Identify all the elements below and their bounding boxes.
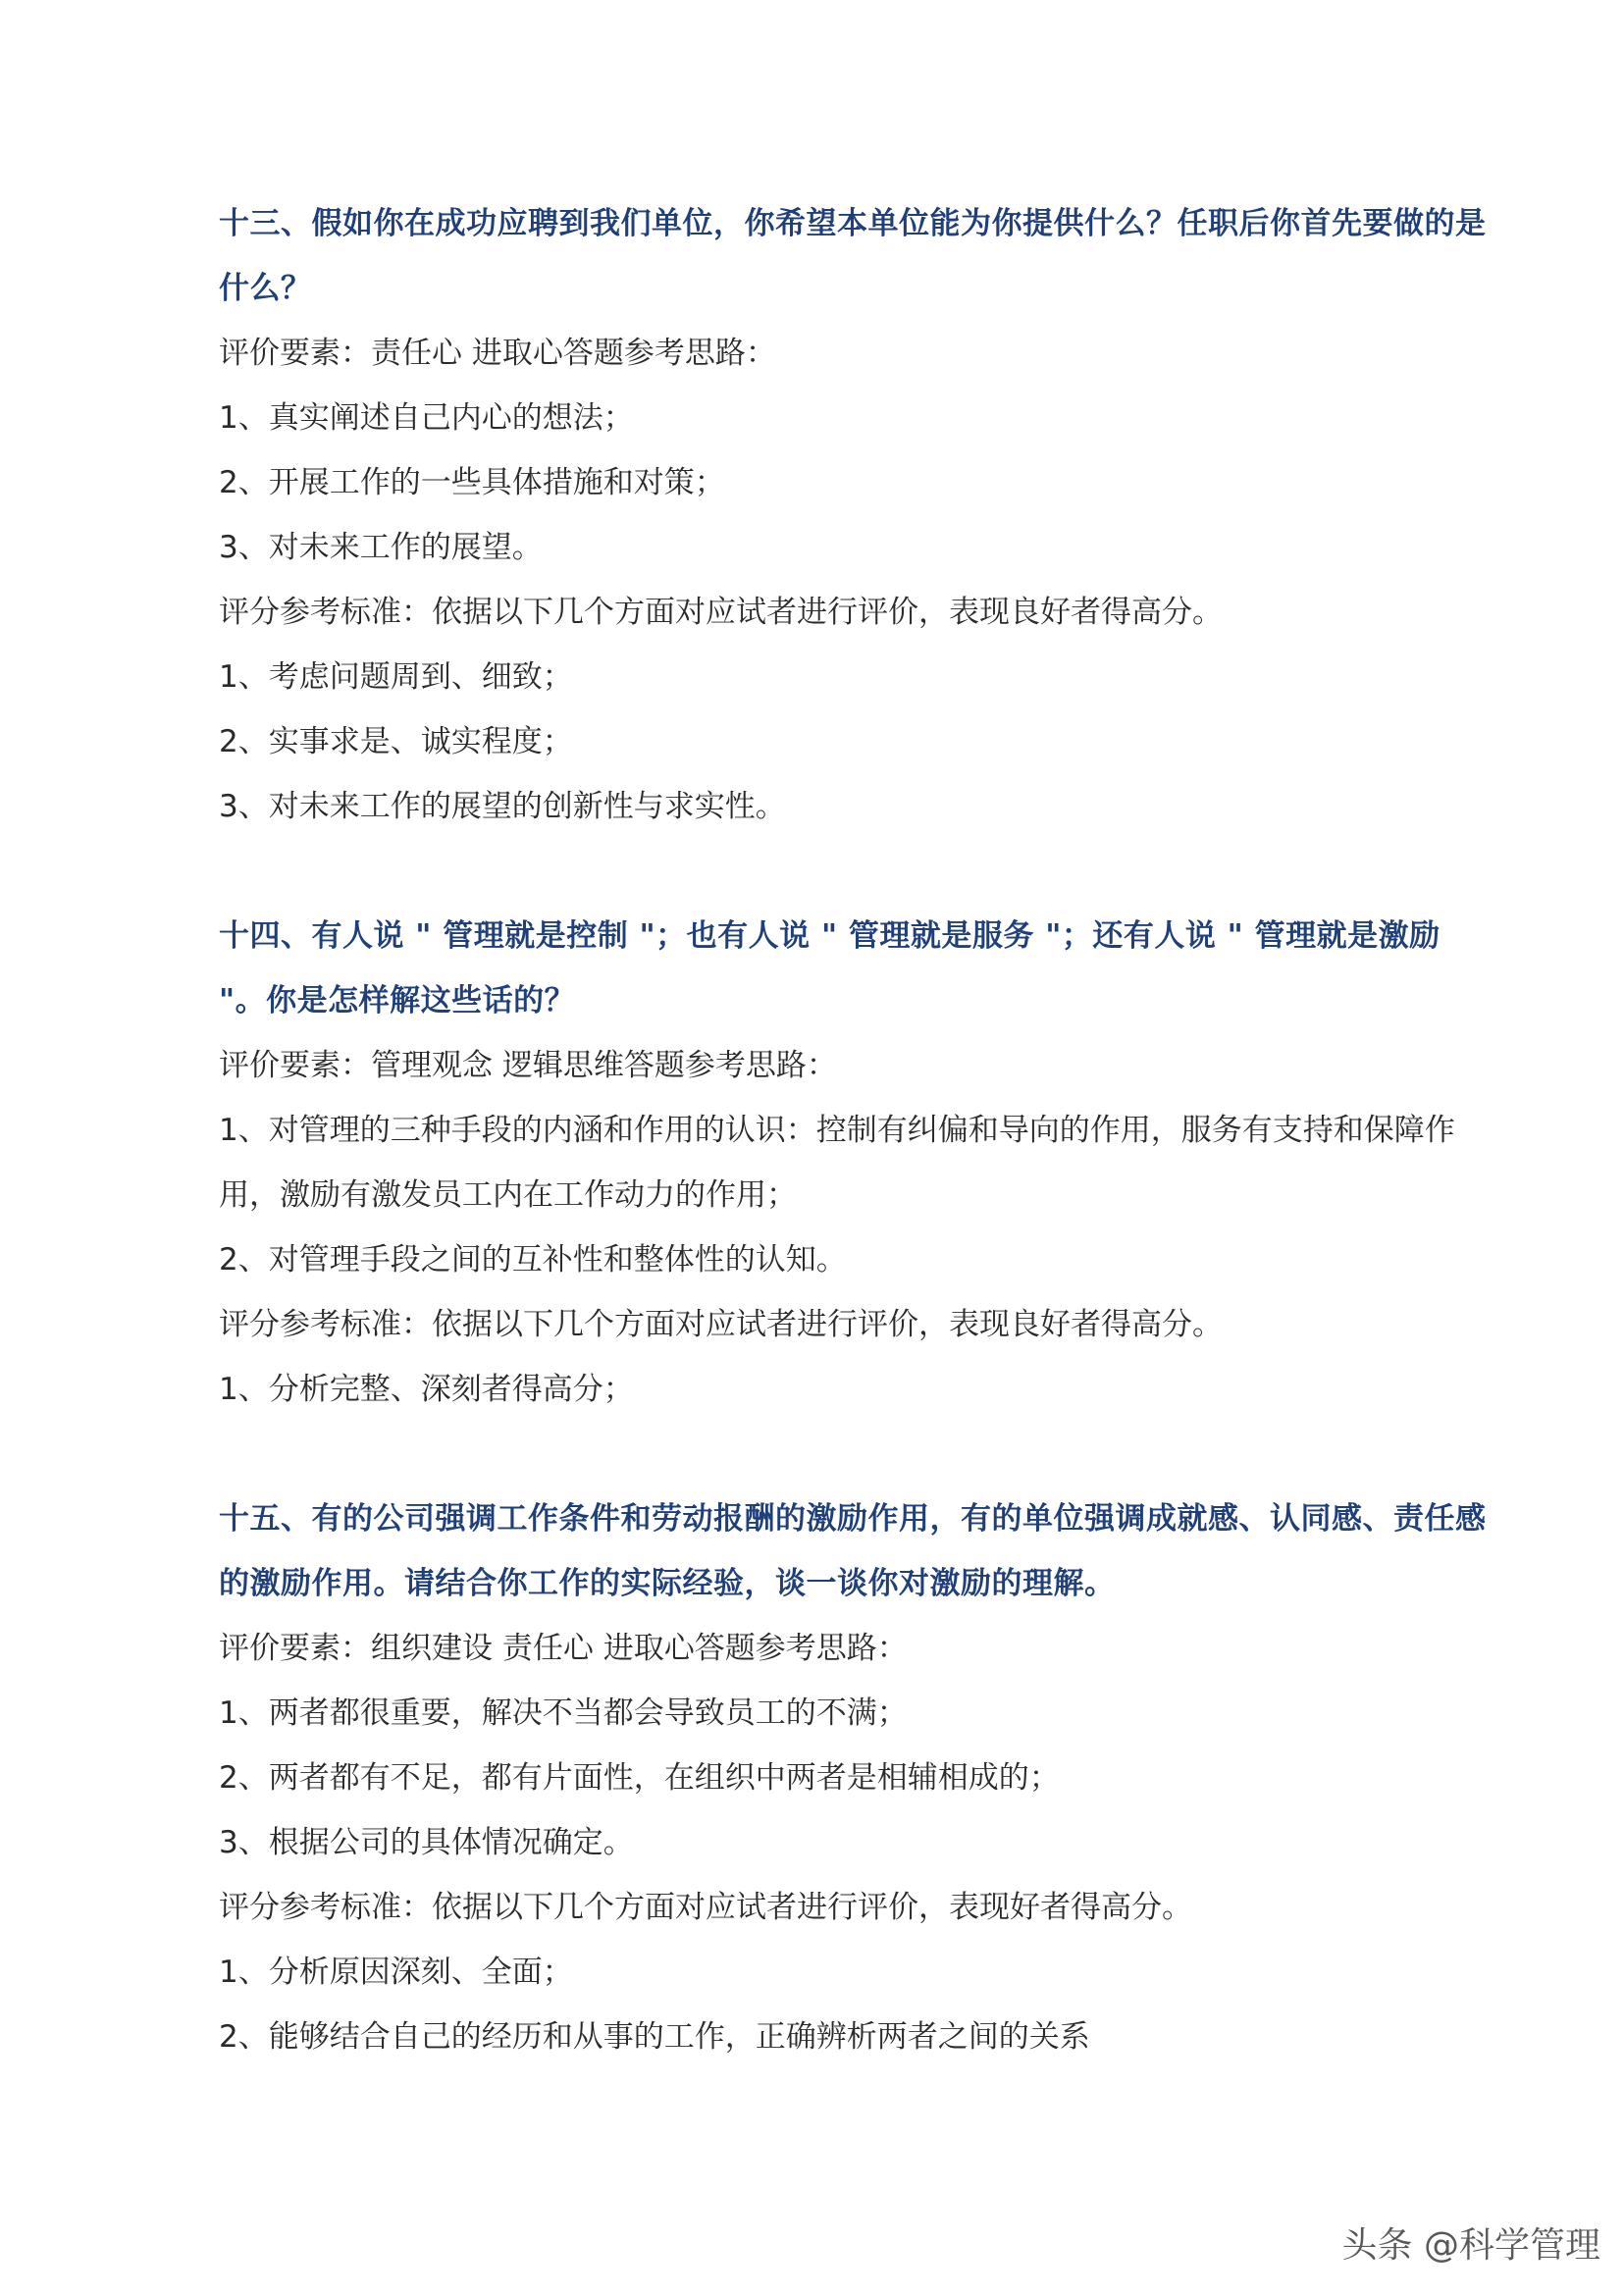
body-line: 评价要素：管理观念 逻辑思维答题参考思路：: [219, 1048, 837, 1083]
question-section-14: [219, 904, 1494, 1422]
body-line: 1、分析完整、深刻者得高分；: [219, 1372, 634, 1407]
body-line: 1、考虑问题周到、细致；: [219, 659, 573, 695]
question-section-13: [219, 191, 1494, 839]
body-line: 3、根据公司的具体情况确定。: [219, 1825, 634, 1860]
body-line: 3、对未来工作的展望。: [219, 530, 543, 565]
question-title: 十五、有的公司强调工作条件和劳动报酬的激励作用，有的单位强调成就感、认同感、责任感的激励作用。请结合你工作的实际经验，谈一谈你对激励的理解。: [219, 1501, 1487, 1601]
body-line: 1、两者都很重要，解决不当都会导致员工的不满；: [219, 1695, 908, 1731]
document-body: [219, 191, 1494, 2069]
body-line: 评分参考标准：依据以下几个方面对应试者进行评价，表现良好者得高分。: [219, 1307, 1223, 1342]
body-line: 1、真实阐述自己内心的想法；: [219, 400, 634, 436]
body-line: 2、能够结合自己的经历和从事的工作，正确辨析两者之间的关系: [219, 2019, 1090, 2055]
body-line: 评分参考标准：依据以下几个方面对应试者进行评价，表现良好者得高分。: [219, 595, 1223, 630]
question-title: 十四、有人说 " 管理就是控制 "；也有人说 " 管理就是服务 "；还有人说 " 管理就是激励 "。你是怎样解这些话的？: [219, 918, 1441, 1018]
question-title: 十三、假如你在成功应聘到我们单位，你希望本单位能为你提供什么？任职后你首先要做的是什么？: [219, 206, 1487, 306]
body-line: 3、对未来工作的展望的创新性与求实性。: [219, 789, 786, 824]
body-line: 1、对管理的三种手段的内涵和作用的认识：控制有纠偏和导向的作用，服务有支持和保障作用，激励有激发员工内在工作动力的作用；: [219, 1113, 1455, 1213]
body-line: 2、对管理手段之间的互补性和整体性的认知。: [219, 1242, 847, 1278]
question-section-15: [219, 1487, 1494, 2069]
body-line: 评价要素：组织建设 责任心 进取心答题参考思路：: [219, 1631, 908, 1666]
watermark-text: 头条 @科学管理: [1341, 2225, 1600, 2266]
body-line: 评价要素：责任心 进取心答题参考思路：: [219, 336, 776, 371]
body-line: 评分参考标准：依据以下几个方面对应试者进行评价，表现好者得高分。: [219, 1890, 1192, 1925]
body-line: 2、两者都有不足，都有片面性，在组织中两者是相辅相成的；: [219, 1760, 1060, 1796]
body-line: 2、开展工作的一些具体措施和对策；: [219, 465, 725, 500]
body-line: 1、分析原因深刻、全面；: [219, 1955, 573, 1990]
body-line: 2、实事求是、诚实程度；: [219, 724, 573, 759]
